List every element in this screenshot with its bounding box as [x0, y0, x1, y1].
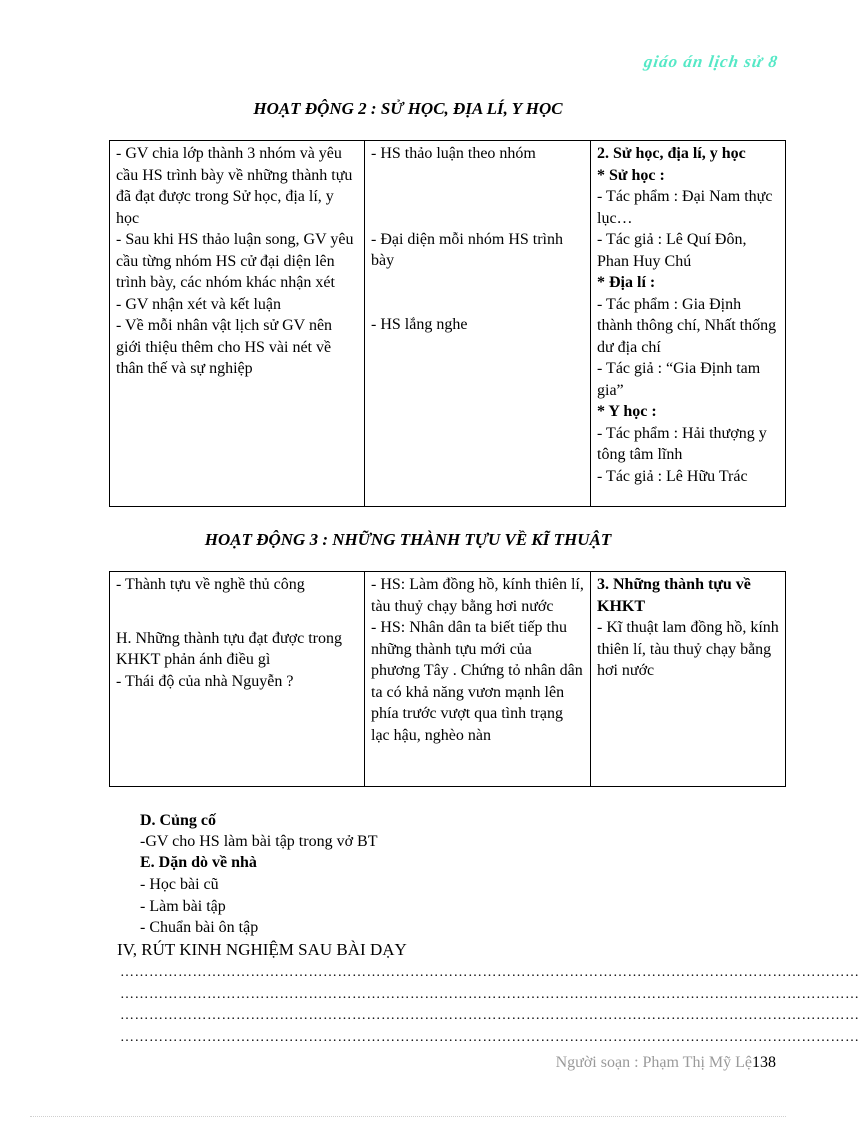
- reflection-line: ………………………………………………………………………………………………………………………………………: [120, 1008, 860, 1023]
- med-work: - Tác phẩm : Hải thượng y tông tâm lĩnh: [597, 424, 767, 463]
- reflection-line: ………………………………………………………………………………………………………………………………………: [120, 987, 860, 1002]
- homework-item: - Học bài cũ: [140, 876, 219, 893]
- activity2-title: HOẠT ĐỘNG 2 : SỬ HỌC, ĐỊA LÍ, Y HỌC: [253, 99, 563, 118]
- reflection-line: ………………………………………………………………………………………………………………………………………: [120, 1030, 860, 1045]
- activity2-content-cell: [591, 141, 786, 507]
- activity3-teacher-line: H. Những thành tựu đạt được trong KHKT phản ánh điều gì: [116, 629, 342, 668]
- activity2-student-cell: [365, 141, 591, 507]
- activity3-student-cell: [365, 572, 591, 787]
- homework-item: - Chuẩn bài ôn tập: [140, 919, 259, 936]
- activity2-student-line: - HS lắng nghe: [371, 315, 468, 333]
- homework-heading: E. Dặn dò về nhà: [140, 854, 257, 871]
- activity3-student-line: - HS: Nhân dân ta biết tiếp thu những thành tựu mới của phương Tây . Chứng tỏ nhân dân ta có khả năng vươn mạnh lên phía trước vượt qua tình trạng lạc hậu, nghèo nàn: [371, 619, 583, 744]
- activity3-content-text: - Kĩ thuật lam đồng hồ, kính thiên lí, tàu thuỷ chạy bằng hơi nước: [597, 619, 779, 679]
- history-heading: * Sử học :: [597, 166, 665, 184]
- consolidate-heading: D. Củng cố: [140, 812, 217, 829]
- activity3-title: HOẠT ĐỘNG 3 : NHỮNG THÀNH TỰU VỀ KĨ THUẬT: [204, 530, 612, 549]
- activity2-student-line: - HS thảo luận theo nhóm: [371, 145, 536, 162]
- reflection-heading: IV, RÚT KINH NGHIỆM SAU BÀI DẠY: [117, 940, 407, 959]
- activity3-content-title: 3. Những thành tựu về KHKT: [597, 576, 751, 615]
- activity3-student-line: - HS: Làm đồng hồ, kính thiên lí, tàu thuỷ chạy bằng hơi nước: [371, 576, 584, 615]
- activity2-teacher-cell: [110, 141, 365, 507]
- activity2-content-title: 2. Sử học, địa lí, y học: [597, 145, 746, 162]
- activity3-teacher-cell: [110, 572, 365, 787]
- history-author: - Tác giả : Lê Quí Đôn, Phan Huy Chú: [597, 231, 747, 270]
- history-work: - Tác phẩm : Đại Nam thực lục…: [597, 188, 773, 227]
- geo-work: - Tác phẩm : Gia Định thành thông chí, Nhất thống dư địa chí: [597, 295, 777, 356]
- activity2-row: [110, 141, 786, 507]
- reflection-line: ………………………………………………………………………………………………………………………………………: [120, 965, 860, 980]
- geo-heading: * Địa lí :: [597, 274, 656, 291]
- activity2-teacher-line: - Về mỗi nhân vật lịch sử GV nên giới thiệu thêm cho HS vài nét về thân thế và sự nghiệp: [116, 317, 333, 377]
- activity3-teacher-line: - Thành tựu về nghề thủ công: [116, 576, 305, 593]
- activity2-teacher-line: - GV nhận xét và kết luận: [116, 295, 281, 313]
- activity3-table: [109, 571, 786, 787]
- activity2-table: [109, 140, 786, 507]
- footer-divider: [30, 1116, 786, 1117]
- activity3-row: [110, 572, 786, 787]
- homework-item: - Làm bài tập: [140, 898, 226, 915]
- consolidate-text: -GV cho HS làm bài tập trong vở BT: [140, 833, 378, 850]
- geo-author: - Tác giả : “Gia Định tam gia”: [597, 360, 761, 399]
- header-watermark: giáo án lịch sử 8: [642, 52, 780, 71]
- med-heading: * Y học :: [597, 403, 657, 420]
- activity2-teacher-line: - GV chia lớp thành 3 nhóm và yêu cầu HS trình bày về những thành tựu đã đạt được trong Sử học, địa lí, y học: [116, 145, 353, 227]
- activity2-teacher-line: - Sau khi HS thảo luận song, GV yêu cầu từng nhóm HS cử đại diện lên trình bày, các nhóm khác nhận xét: [116, 231, 354, 291]
- page-number: 138: [752, 1054, 776, 1071]
- activity3-teacher-line: - Thái độ của nhà Nguyễn ?: [116, 672, 294, 690]
- med-author: - Tác giả : Lê Hữu Trác: [597, 467, 748, 485]
- footer-author: Người soạn : Phạm Thị Mỹ Lệ: [555, 1054, 752, 1071]
- activity2-student-line: - Đại diện mỗi nhóm HS trình bày: [371, 230, 563, 269]
- activity3-content-cell: [591, 572, 786, 787]
